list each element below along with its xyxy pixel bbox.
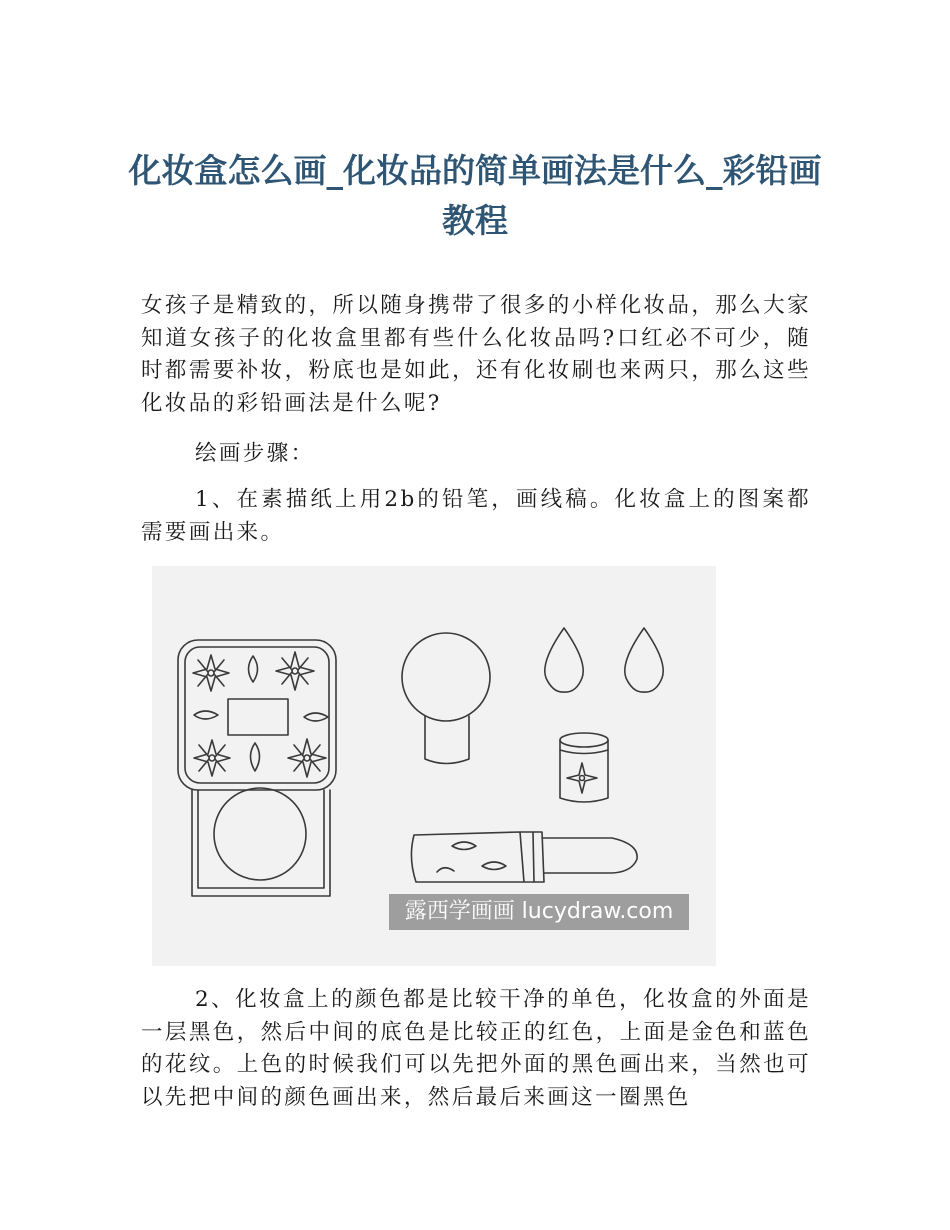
intro-paragraph: 女孩子是精致的，所以随身携带了很多的小样化妆品，那么大家知道女孩子的化妆盒里都有些什么化妆品吗?口红必不可少，随时都需要补妆，粉底也是如此，还有化妆刷也来两只，那么这些化妆品的彩铅画法是什么呢? <box>141 293 811 416</box>
sponges <box>545 628 663 692</box>
steps-heading: 绘画步骤： <box>195 441 315 466</box>
step-2-text: 2、化妆盒上的颜色都是比较干净的单色，化妆盒的外面是一层黑色，然后中间的底色是比较正的红色，上面是金色和蓝色的花纹。上色的时候我们可以先把外面的黑色画出来，当然也可以先把中间的颜色画出来，然后最后来画这一圈黑色 <box>141 987 811 1110</box>
step-1-text: 1、在素描纸上用2b的铅笔，画线稿。化妆盒上的图案都需要画出来。 <box>141 487 811 545</box>
small-jar <box>560 733 608 802</box>
sketch-figure <box>152 566 716 966</box>
article-title: 化妆盒怎么画_化妆品的简单画法是什么_彩铅画教程 <box>128 151 822 240</box>
makeup-brush <box>402 633 490 764</box>
watermark: 露西学画画 lucydraw.com <box>389 894 689 930</box>
lipstick <box>411 832 637 882</box>
compact-case <box>178 640 336 896</box>
